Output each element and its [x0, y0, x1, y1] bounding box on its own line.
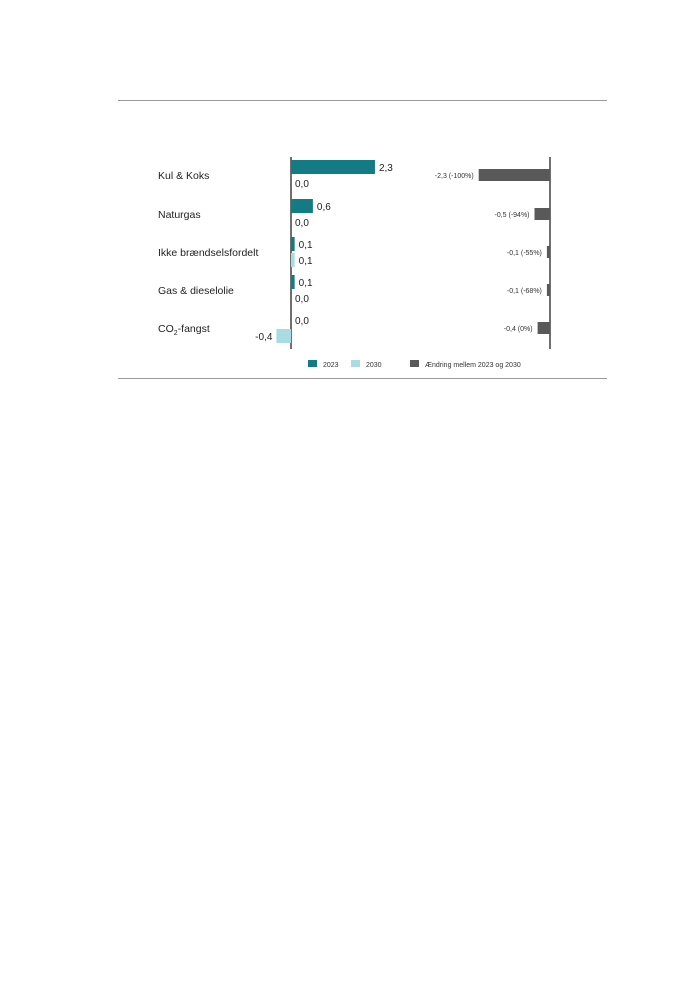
- legend-2030-swatch: [351, 360, 360, 367]
- data-label-change: -0,1 (-55%): [506, 250, 542, 257]
- data-label-2023: 0,1: [298, 278, 313, 289]
- data-label-2030: 0,1: [298, 256, 313, 267]
- category-label: Naturgas: [158, 209, 201, 221]
- bar-chart: [0, 0, 693, 400]
- data-label-2030: 0,0: [295, 294, 309, 305]
- legend-2030-label: 2030: [366, 362, 382, 369]
- category-label: Ikke brændselsfordelt: [158, 247, 259, 259]
- category-label: $CO_2$-fangst: [158, 323, 210, 337]
- bar-2023: [291, 199, 313, 213]
- bar-change: [479, 169, 550, 181]
- bar-change: [547, 246, 550, 258]
- data-label-2030: 0,0: [295, 218, 309, 229]
- bar-change: [538, 322, 550, 334]
- bar-2023: [291, 160, 375, 174]
- data-label-change: -0,5 (-94%): [494, 212, 530, 219]
- bar-2023: [291, 275, 295, 289]
- legend-2023-swatch: [308, 360, 317, 367]
- bar-change: [535, 208, 551, 220]
- bar-change: [547, 284, 550, 296]
- bar-2023: [291, 237, 295, 251]
- data-label-2023: 2,3: [378, 163, 393, 174]
- data-label-2023: 0,6: [316, 202, 331, 213]
- bar-2030: [276, 329, 291, 343]
- category-label: Kul & Koks: [158, 170, 210, 182]
- data-label-2023: 0,1: [298, 240, 313, 251]
- legend-change-swatch: [410, 360, 419, 367]
- data-label-change: -0,4 (0%): [503, 326, 533, 333]
- category-label: Gas & dieselolie: [158, 285, 234, 297]
- data-label-2030: -0,4: [255, 332, 273, 343]
- bar-2030: [291, 253, 295, 267]
- data-label-change: -0,1 (-68%): [506, 288, 542, 295]
- data-label-2030: 0,0: [295, 179, 309, 190]
- data-label-change: -2,3 (-100%): [434, 173, 474, 180]
- legend-2023-label: 2023: [323, 362, 339, 369]
- data-label-2023: 0,0: [295, 316, 309, 327]
- legend-change-label: Ændring mellem 2023 og 2030: [425, 362, 521, 369]
